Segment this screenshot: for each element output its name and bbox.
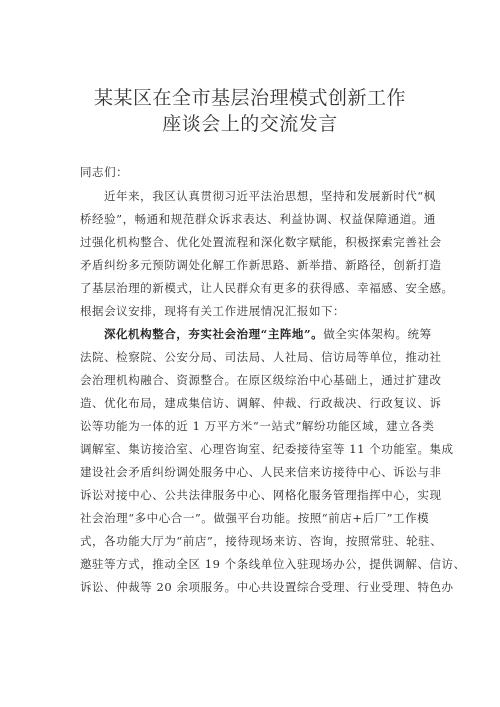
body-line: 建设社会矛盾纠纷调处服务中心、人民来信来访接待中心、诉讼与非	[80, 465, 442, 479]
body-line: 矛盾纠纷多元预防调处化解工作新思路、新举措、新路径，创新打造	[80, 258, 442, 272]
body-line: 诉讼、仲裁等 20 余项服务。中心共设置综合受理、行业受理、特色办	[80, 580, 454, 594]
body-line: 诉讼对接中心、公共法律服务中心、网格化服务管理指挥中心，实现	[80, 488, 442, 502]
body-line: 调解室、集访接洽室、心理咨询室、纪委接待室等 11 个功能室。集成	[80, 442, 454, 456]
section-heading: 深化机构整合，夯实社会治理“主阵地”。	[104, 327, 324, 341]
body-line: 讼等功能为一体的近 1 万平方米“一站式”解纷功能区域，建立各类	[80, 419, 435, 433]
body-line: 式，各功能大厅为“前店”，接待现场来访、咨询，按照常驻、轮驻、	[80, 534, 443, 548]
document-title-line-2: 座谈会上的交流发言	[162, 113, 338, 135]
body-line: 法院、检察院、公安分局、司法局、人社局、信访局等单位，推动社	[80, 350, 442, 364]
salutation: 同志们：	[80, 165, 129, 179]
body-line: 过强化机构整合、优化处置流程和深化数字赋能，积极探索完善社会	[80, 235, 442, 249]
body-line: 会治理机构融合、资源整合。在原区级综治中心基础上，通过扩建改	[80, 373, 442, 387]
body-line: 社会治理“多中心合一”。做强平台功能。按照“前店+后厂”工作模	[80, 511, 430, 525]
body-line: 造、优化布局，建成集信访、调解、仲裁、行政裁决、行政复议、诉	[80, 396, 442, 410]
body-line: 近年来，我区认真贯彻习近平法治思想，坚持和发展新时代“枫	[104, 189, 436, 203]
body-line: 了基层治理的新模式，让人民群众有更多的获得感、幸福感、安全感。	[80, 281, 454, 295]
body-line: 根据会议安排，现将有关工作进展情况汇报如下：	[80, 304, 346, 318]
body-line: 桥经验”，畅通和规范群众诉求表达、利益协调、权益保障通道。通	[80, 212, 436, 226]
body-line	[104, 327, 432, 341]
body-line: 邀驻等方式，推动全区 19 个条线单位入驻现场办公，提供调解、信访、	[80, 557, 466, 571]
document-title-line-1: 某某区在全市基层治理模式创新工作	[93, 87, 406, 109]
body-line-continuation: 做全实体架构。统筹	[323, 327, 432, 341]
